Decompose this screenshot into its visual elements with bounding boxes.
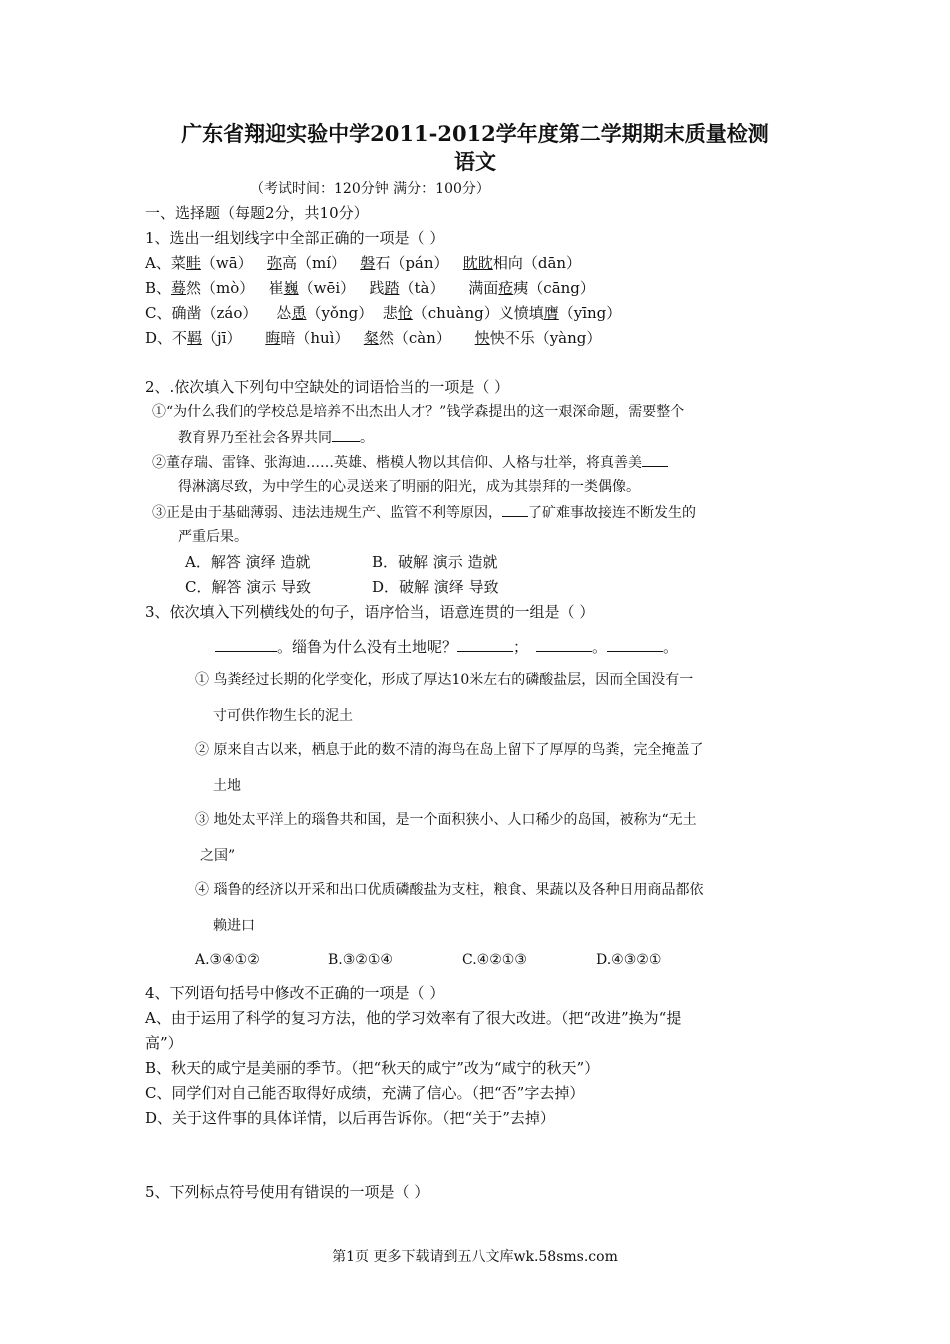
question-4-option-d: D、关于这件事的具体详情，以后再告诉你。（把“关于”去掉） [145,1109,555,1127]
question-2-sentence-3: ③正是由于基础薄弱、违法违规生产、监管不利等原因， 了矿难事故接连不断发生的 [152,502,696,523]
question-2-sentence-2: ②董存瑞、雷锋、张海迪……英雄、楷模人物以其信仰、人格与壮举，将真善美 [152,452,668,473]
question-1-option-c: C、确凿（záo） 怂恿（yǒng） 悲怆（chuàng）义愤填膺（yīng） [145,304,622,322]
question-3-item-3: ③ 地处太平洋上的瑙鲁共和国，是一个面积狭小、人口稀少的岛国，被称为“无土 [195,812,697,828]
question-3-item-4-cont: 赖进口 [213,918,255,934]
question-3-option-c: C.④②①③ [462,952,527,968]
question-3-item-3-cont: 之国” [200,848,236,864]
question-5-stem: 5、下列标点符号使用有错误的一项是（ ） [145,1183,430,1201]
question-3-option-d: D.④③②① [596,952,662,968]
question-1-stem: 1、选出一组划线字中全部正确的一项是（ ） [145,229,445,247]
question-3-item-2: ② 原来自古以来，栖息于此的数不清的海鸟在岛上留下了厚厚的鸟粪，完全掩盖了 [195,742,704,758]
question-4-stem: 4、下列语句括号中修改不正确的一项是（ ） [145,984,445,1002]
question-3-item-2-cont: 土地 [213,778,241,794]
question-3-item-1-cont: 寸可供作物生长的泥土 [213,708,353,724]
question-3-item-1: ① 鸟粪经过长期的化学变化，形成了厚达10米左右的磷酸盐层，因而全国没有一 [195,672,694,688]
question-1-option-b: B、蓦然（mò） 崔巍（wēi） 践踏（tà） 满面疮痍（cāng） [145,279,595,297]
fill-blank [607,637,663,652]
question-2-stem: 2、.依次填入下列句中空缺处的词语恰当的一项是（ ） [145,378,510,396]
question-3-option-b: B.③②①④ [328,952,393,968]
question-4-option-a: A、由于运用了科学的复习方法，他的学习效率有了很大改进。（把“改进”换为“提 [145,1009,682,1027]
subject-title: 语文 [454,149,496,174]
question-1-option-d: D、不羁（jī） 晦暗（huì） 粲然（càn） 怏怏不乐（yàng） [145,329,602,347]
question-4-option-a-cont: 高”） [145,1034,183,1052]
fill-blank [332,427,360,442]
question-3-option-a: A.③④①② [195,952,260,968]
exam-info: （考试时间：120分钟 满分：100分） [250,181,490,197]
page-footer: 第1页 更多下载请到五八文库wk.58sms.com [332,1249,618,1265]
exam-title: 广东省翔迎实验中学2011-2012学年度第二学期期末质量检测 [181,121,769,146]
fill-blank [536,637,592,652]
question-2-option-c: C．解答 演示 导致 [185,578,312,596]
question-2-sentence-1-cont: 教育界乃至社会各界共同 。 [178,427,374,448]
question-2-sentence-2-cont: 得淋漓尽致，为中学生的心灵送来了明丽的阳光，成为其崇拜的一类偶像。 [178,479,640,495]
fill-blank [502,502,528,517]
question-2-option-d: D．破解 演绎 导致 [372,578,499,596]
section-heading: 一、选择题（每题2分，共10分） [145,204,369,222]
question-2-option-b: B．破解 演示 造就 [372,553,498,571]
question-3-blank-line: 。缁鲁为什么没有土地呢？ ； 。 。 [215,637,678,657]
question-1-option-a: A、菜畦（wā） 弥高（mí） 磐石（pán） 眈眈相向（dān） [145,254,582,272]
fill-blank [215,637,277,652]
fill-blank [642,452,668,467]
question-3-stem: 3、依次填入下列横线处的句子，语序恰当，语意连贯的一组是（ ） [145,603,595,621]
question-2-sentence-1: ①“为什么我们的学校总是培养不出杰出人才？”钱学森提出的这一艰深命题，需要整个 [152,404,685,420]
question-4-option-c: C、同学们对自己能否取得好成绩，充满了信心。（把“否”字去掉） [145,1084,585,1102]
question-3-item-4: ④ 瑙鲁的经济以开采和出口优质磷酸盐为支柱，粮食、果蔬以及各种日用商品都依 [195,882,704,898]
question-2-sentence-3-cont: 严重后果。 [178,529,248,545]
question-2-option-a: A．解答 演绎 造就 [185,553,311,571]
fill-blank [457,637,513,652]
question-4-option-b: B、秋天的咸宁是美丽的季节。（把“秋天的咸宁”改为“咸宁的秋天”） [145,1059,600,1077]
